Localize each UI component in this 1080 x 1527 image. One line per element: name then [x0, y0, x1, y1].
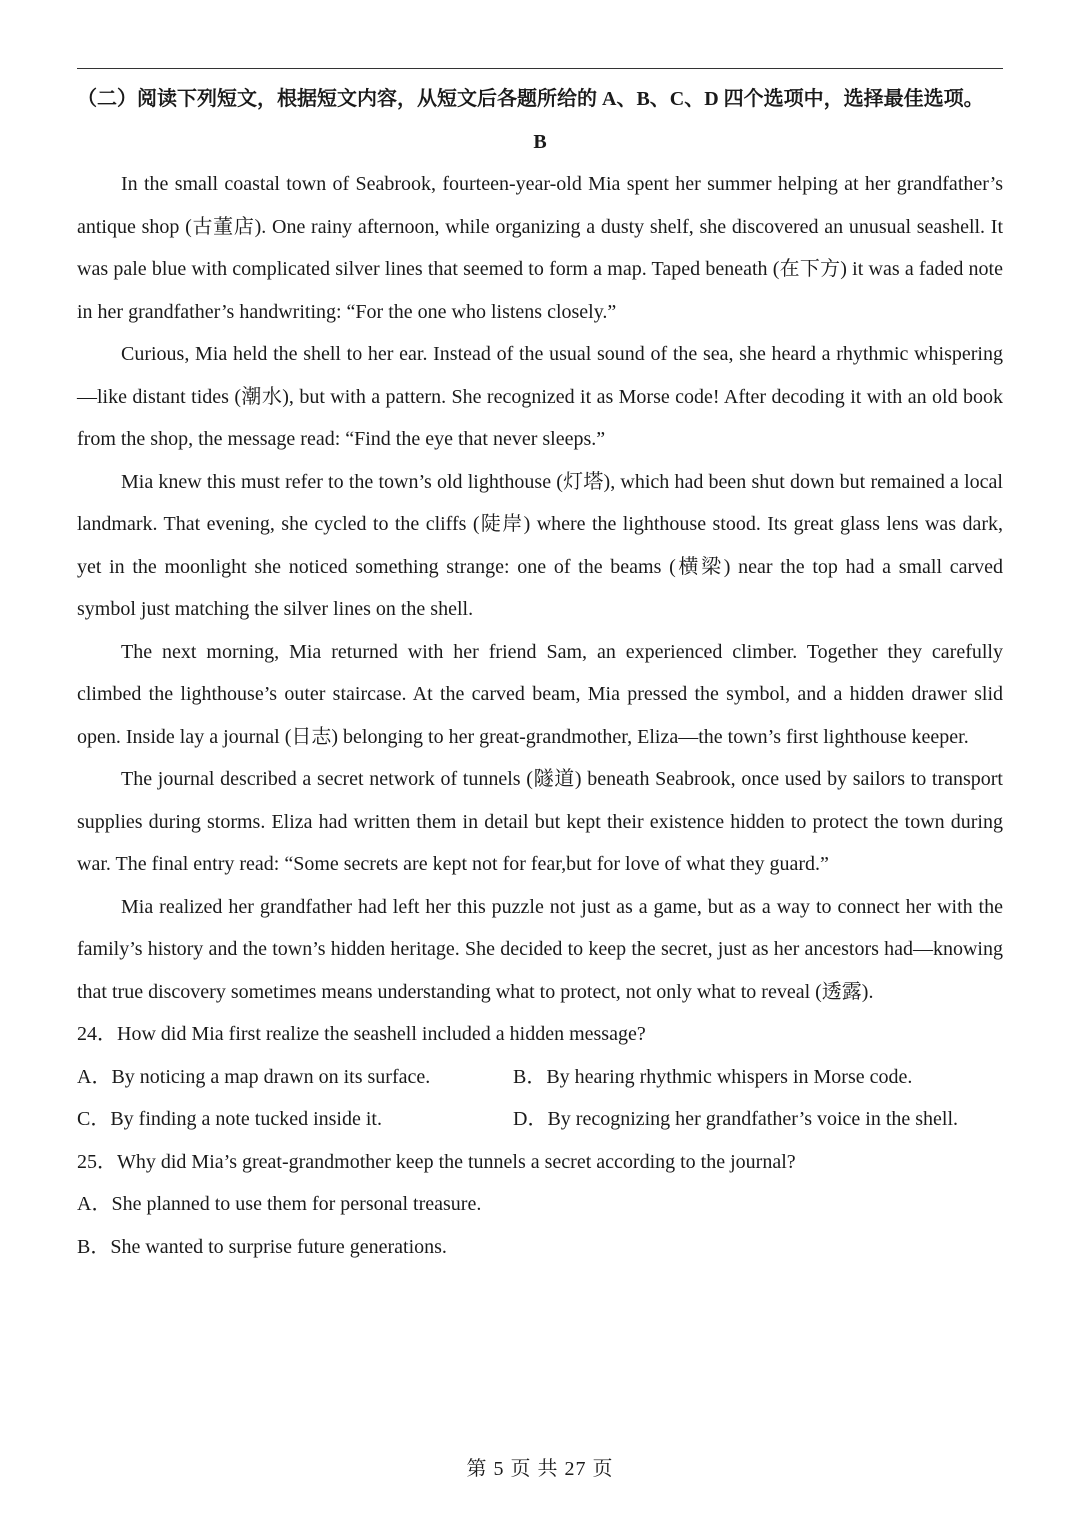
passage-paragraph-1: In the small coastal town of Seabrook, fourteen-year-old Mia spent her summer helping at her grandfather’s antique shop (古董店). One rainy afternoon, while organizing a dusty shelf, she discovered an unusual seashell. It was pale blue with complicated silver lines that seemed to form a map. Taped beneath (在下方) it was a faded note in her grandfather’s handwriting: “For the one who listens closely.” [77, 173, 1003, 323]
page-number-footer: 第 5 页 共 27 页 [466, 1458, 614, 1480]
passage-paragraph-3: Mia knew this must refer to the town’s old lighthouse (灯塔), which had been shut down but remained a local landmark. That evening, she cycled to the cliffs (陡岸) where the lighthouse stood. Its great glass lens was dark, yet in the moonlight she noticed something strange: one of the beams (横梁) near the top had a small carved symbol just matching the silver lines on the shell. [77, 470, 1003, 620]
question-25-option-a: A．She planned to use them for personal treasure. [77, 1193, 482, 1215]
question-24-option-d: D．By recognizing her grandfather’s voice in the shell. [513, 1108, 959, 1130]
question-25-stem: 25．Why did Mia’s great-grandmother keep the tunnels a secret according to the journal? [77, 1150, 796, 1173]
passage [77, 163, 1003, 1013]
question-25 [77, 1141, 1003, 1269]
passage-paragraph-5: The journal described a secret network of tunnels (隧道) beneath Seabrook, once used by sailors to transport supplies during storms. Eliza had written them in detail but kept their existence hidden to protect the town during war. The final entry read: “Some secrets are kept not for fear,but for love of what they guard.” [77, 768, 1003, 875]
page-content [77, 78, 1003, 1268]
question-24-option-b: B．By hearing rhythmic whispers in Morse code. [513, 1065, 913, 1088]
passage-paragraph-2: Curious, Mia held the shell to her ear. Instead of the usual sound of the sea, she heard a rhythmic whispering—like distant tides (潮水), but with a pattern. She recognized it as Morse code! After decoding it with an old book from the shop, the message read: “Find the eye that never sleeps.” [77, 343, 1003, 450]
question-24-options-row-1 [77, 1056, 1003, 1099]
question-24-stem: 24．How did Mia first realize the seashell included a hidden message? [77, 1023, 646, 1045]
question-24 [77, 1013, 1003, 1141]
passage-title: B [533, 130, 547, 153]
section-instruction: （二）阅读下列短文，根据短文内容，从短文后各题所给的 A、B、C、D 四个选项中，选择最佳选项。 [77, 88, 984, 110]
question-24-option-c: C．By finding a note tucked inside it. [77, 1108, 382, 1130]
header-rule [77, 68, 1003, 69]
question-25-option-b: B．She wanted to surprise future generations. [77, 1235, 447, 1258]
passage-paragraph-4: The next morning, Mia returned with her friend Sam, an experienced climber. Together they carefully climbed the lighthouse’s outer staircase. At the carved beam, Mia pressed the symbol, and a hidden drawer slid open. Inside lay a journal (日志) belonging to her great-grandmother, Eliza—the town’s first lighthouse keeper. [77, 640, 1003, 748]
question-24-options-row-2 [77, 1098, 1003, 1141]
question-24-option-a: A．By noticing a map drawn on its surface. [77, 1065, 431, 1088]
passage-paragraph-6: Mia realized her grandfather had left her this puzzle not just as a game, but as a way to connect her with the family’s history and the town’s hidden heritage. She decided to keep the secret, just as her ancestors had—knowing that true discovery sometimes means understanding what to protect, not only what to reveal (透露). [77, 895, 1003, 1003]
